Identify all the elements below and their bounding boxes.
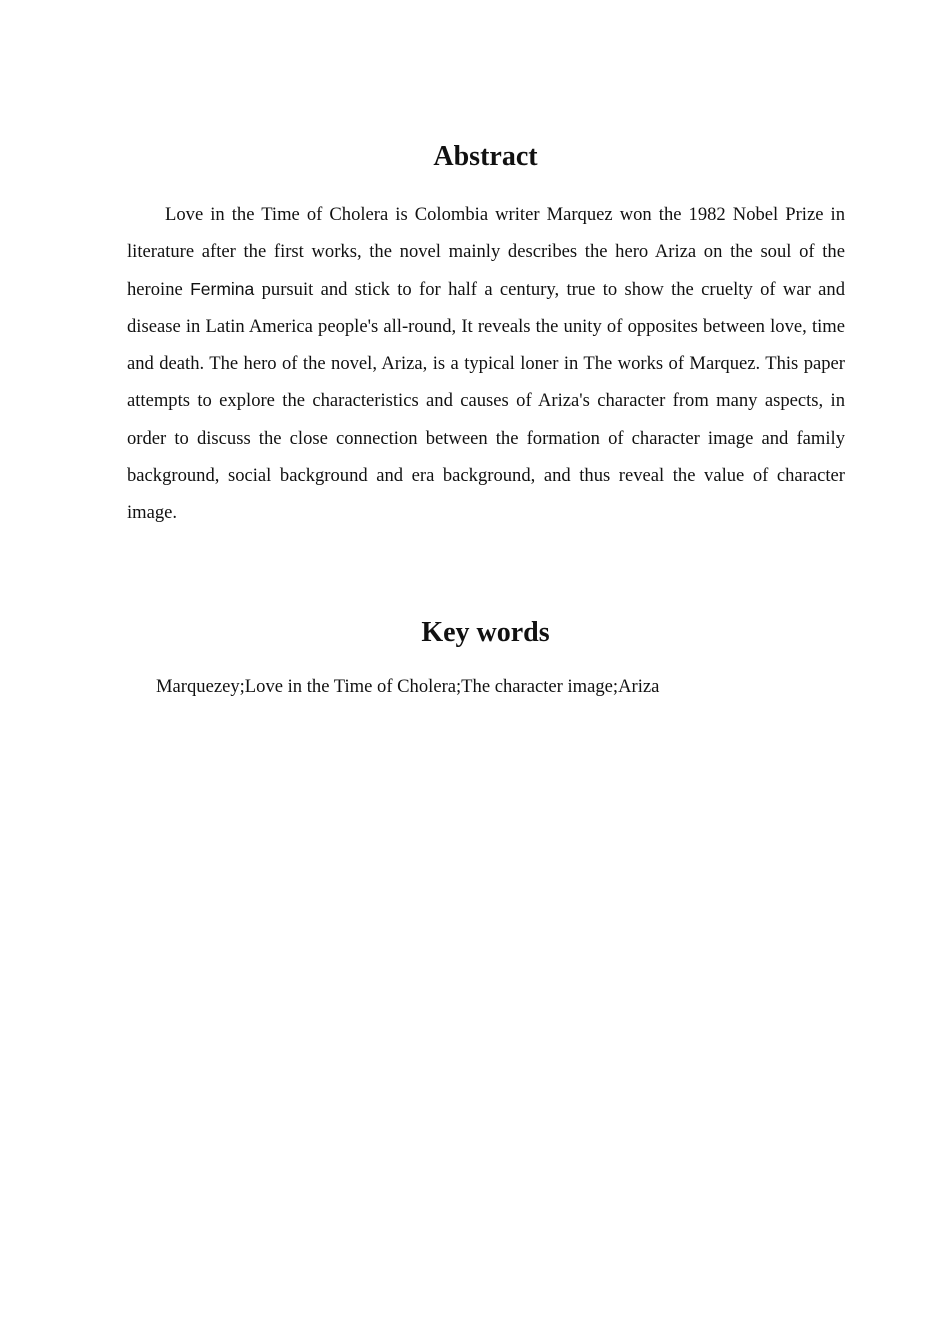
keywords-heading: Key words [421,617,550,648]
abstract-heading: Abstract [433,141,538,172]
abstract-text-part-2: pursuit and stick to for half a century, true to show the cruelty of war and disease in Latin America people's all-round, It reveals the unity of opposites between love, time and death. The hero of the novel, Ariza, is a typical loner in The works of Marquez. This paper attempts to explore the characteristics and causes of Ariza's character from many aspects, in order to discuss the close connection between the formation of character image and family background, social background and era background, and thus reveal the value of character image. [127,278,845,524]
keywords-list: Marquezey;Love in the Time of Cholera;The character image;Ariza [156,676,660,697]
abstract-paragraph [127,196,845,532]
abstract-text-part-1: Love in the Time of Cholera is Colombia writer Marquez won the 1982 Nobel Prize in literature after the first works, the novel mainly describes the hero Ariza on the soul of the heroine [127,204,845,300]
heroine-name: Fermina [190,278,255,299]
